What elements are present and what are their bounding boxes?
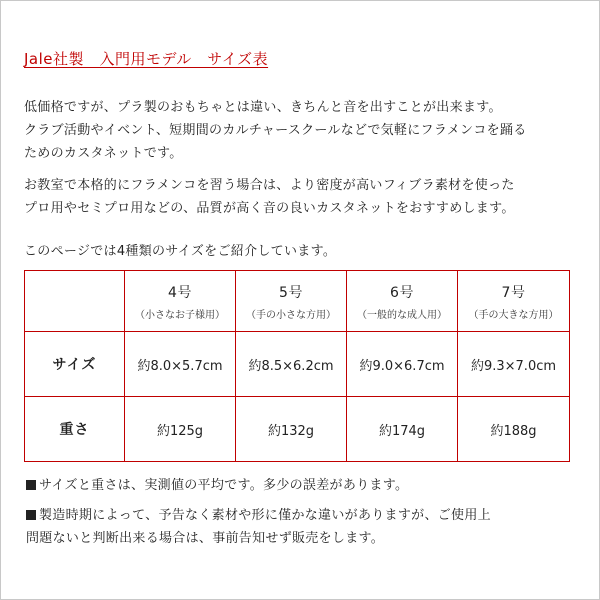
cell-value: 約174g: [378, 423, 426, 439]
table-corner-cell: [25, 271, 125, 332]
table-cell: [458, 332, 569, 397]
size-usage-note: （一般的な成人用）: [357, 309, 447, 321]
table-header-row: [25, 271, 569, 332]
size-number: 5号: [279, 284, 303, 301]
note-text: サイズと重さは、実測値の平均です。多少の誤差があります。: [39, 478, 409, 493]
table-cell: [236, 397, 347, 461]
row-label-cell: [25, 397, 125, 461]
table-cell: [347, 332, 458, 397]
intro-paragraph: [24, 96, 527, 165]
size-table: [24, 270, 570, 462]
table-cell: [125, 332, 236, 397]
size-number: 7号: [501, 284, 526, 301]
table-row: [25, 397, 569, 461]
row-label: 重さ: [59, 422, 90, 438]
table-cell: [236, 332, 347, 397]
square-bullet-icon: [26, 480, 36, 490]
cell-value: 約9.0×6.7cm: [359, 358, 445, 374]
table-header-cell: [236, 271, 347, 332]
advice-line: プロ用やセミプロ用などの、品質が高く音の良いカスタネットをおすすめします。: [24, 201, 515, 216]
advice-paragraph: [24, 174, 515, 220]
intro-line: クラブ活動やイベント、短期間のカルチャースクールなどで気軽にフラメンコを踊る: [24, 123, 527, 138]
advice-line: お教室で本格的にフラメンコを習う場合は、より密度が高いフィブラ素材を使った: [24, 178, 515, 193]
table-header-cell: [458, 271, 569, 332]
page-title: Jale社製 入門用モデル サイズ表: [24, 50, 269, 68]
size-usage-note: （手の大きな方用）: [468, 309, 559, 321]
note-item: [26, 504, 491, 550]
table-cell: [125, 397, 236, 461]
cell-value: 約132g: [267, 423, 315, 439]
size-usage-note: （手の小さな方用）: [246, 309, 336, 321]
cell-value: 約125g: [156, 423, 204, 439]
table-cell: [347, 397, 458, 461]
size-usage-note: （小さなお子様用）: [135, 309, 225, 321]
intro-line: ためのカスタネットです。: [24, 146, 183, 161]
cell-value: 約188g: [490, 423, 537, 439]
table-row: [25, 332, 569, 397]
table-lead-text: このページでは4種類のサイズをご紹介しています。: [24, 244, 337, 259]
row-label-cell: [25, 332, 125, 397]
table-header-cell: [347, 271, 458, 332]
square-bullet-icon: [26, 510, 36, 520]
row-label: サイズ: [52, 357, 97, 373]
intro-line: 低価格ですが、プラ製のおもちゃとは違い、きちんと音を出すことが出来ます。: [24, 100, 502, 115]
size-number: 6号: [390, 284, 414, 301]
cell-value: 約8.5×6.2cm: [248, 358, 334, 374]
cell-value: 約9.3×7.0cm: [470, 358, 557, 374]
note-item: [26, 474, 408, 497]
size-number: 4号: [168, 284, 192, 301]
table-cell: [458, 397, 569, 461]
note-text: 問題ないと判断出来る場合は、事前告知せず販売をします。: [26, 531, 385, 546]
table-header-cell: [125, 271, 236, 332]
cell-value: 約8.0×5.7cm: [137, 358, 223, 374]
note-text: 製造時期によって、予告なく素材や形に僅かな違いがありますが、ご使用上: [39, 508, 491, 523]
